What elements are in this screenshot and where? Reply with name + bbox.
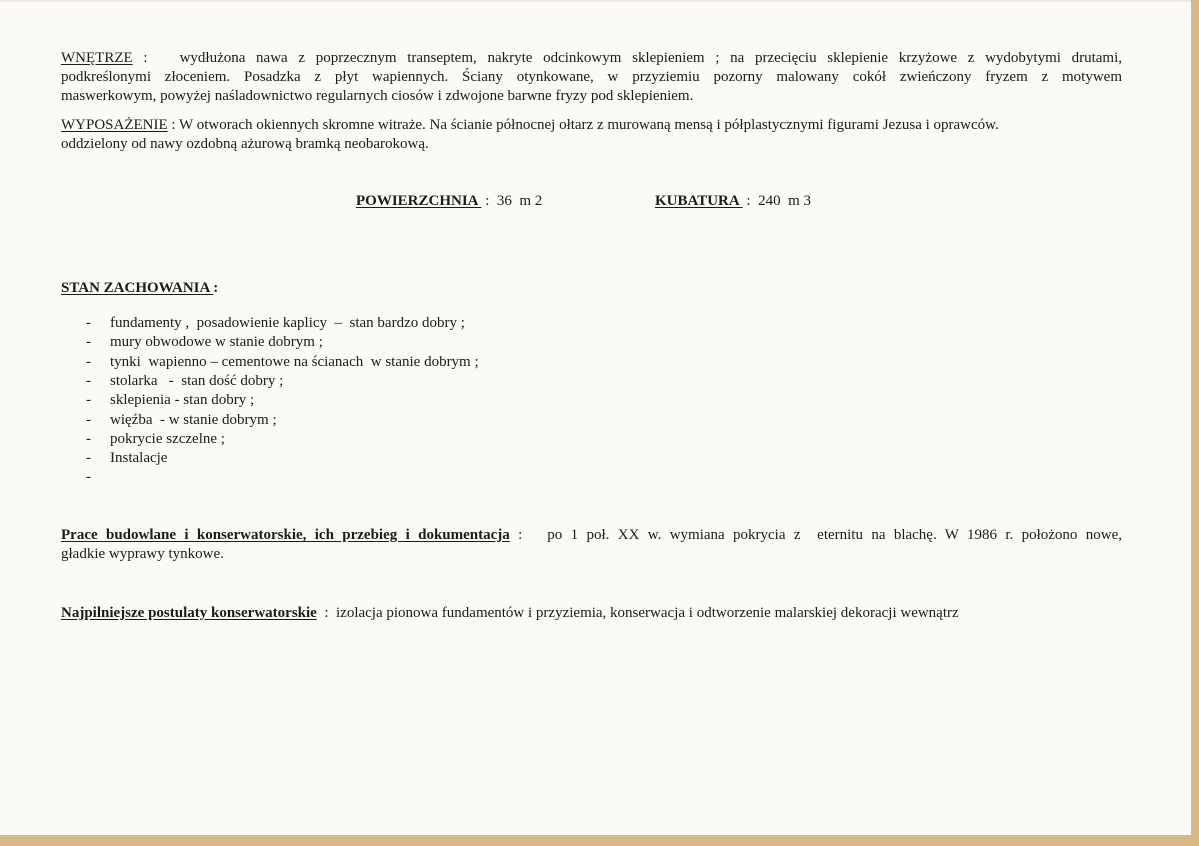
prace-label: Prace budowlane i konserwatorskie, ich przebieg i dokumentacja [61, 527, 510, 543]
list-bullet: - [86, 353, 91, 370]
stan-label: STAN ZACHOWANIA [61, 280, 214, 296]
kubatura-value: : 240 m 3 [742, 193, 811, 209]
list-item: stolarka - stan dość dobry ; [110, 372, 284, 389]
wnetrze-line-1 [61, 49, 1122, 68]
list-bullet: - [86, 392, 91, 409]
list-item: pokrycie szczelne ; [110, 430, 225, 447]
list-item: więźba - w stanie dobrym ; [110, 411, 277, 428]
postulaty-text: : izolacja pionowa fundamentów i przyziemia, konserwacja i odtworzenie malarskiej dekoracji wewnątrz [316, 605, 959, 621]
list-item: mury obwodowe w stanie dobrym ; [110, 334, 323, 351]
powierzchnia-value: : 36 m 2 [481, 193, 543, 209]
list-bullet: - [86, 372, 91, 389]
list-bullet: - [86, 430, 91, 447]
scan-edge [0, 0, 1191, 3]
list-item: sklepienia - stan dobry ; [110, 392, 255, 409]
wnetrze-text: wydłużona nawa z poprzecznym transeptem, nakryte odcinkowym sklepieniem ; na przecięciu sklepienie krzyżowe z wydobytymi drutami, [179, 50, 1123, 66]
postulaty-line [61, 604, 1122, 623]
prace-line-1 [61, 526, 1122, 545]
list-bullet: - [86, 334, 91, 351]
list-item: fundamenty , posadowienie kaplicy – stan bardzo dobry ; [110, 315, 465, 331]
wyposazenie-label: WYPOSAŻENIE [61, 117, 168, 133]
prace-line-2: gładkie wyprawy tynkowe. [61, 546, 224, 562]
list-bullet: - [86, 315, 91, 331]
wnetrze-line-2: podkreślonymi złoceniem. Posadzka z płyt wapiennych. Ściany otynkowane, w przyziemiu pozorny malowany cokół zwieńczony fryzem z motywem [61, 69, 1122, 85]
list-bullet: - [86, 469, 91, 486]
separator: : [132, 50, 180, 66]
stan-colon: : [213, 280, 219, 296]
powierzchnia [356, 192, 542, 211]
list-bullet: - [86, 450, 91, 467]
list-item: Instalacje [110, 450, 168, 467]
kubatura [655, 192, 811, 211]
wyposazenie-line-1 [61, 116, 1122, 135]
list-bullet: - [86, 411, 91, 428]
wnetrze-line-3: maswerkowym, powyżej naśladownictwo regularnych ciosów i zdwojone barwne fryzy pod sklepieniem. [61, 88, 694, 104]
wnetrze-label: WNĘTRZE [61, 50, 133, 66]
wyposazenie-line-2: oddzielony od nawy ozdobną ażurową bramką neobarokową. [61, 136, 429, 152]
wyposazenie-text: : W otworach okiennych skromne witraże. Na ścianie północnej ołtarz z murowaną mensą i półplastycznymi figurami Jezusa i oprawców. [167, 117, 999, 133]
powierzchnia-label: POWIERZCHNIA [356, 193, 482, 209]
prace-text: : po 1 poł. XX w. wymiana pokrycia z eternitu na blachę. W 1986 r. położono nowe, [509, 527, 1123, 543]
postulaty-label: Najpilniejsze postulaty konserwatorskie [61, 605, 317, 621]
list-item: tynki wapienno – cementowe na ścianach w stanie dobrym ; [110, 353, 479, 370]
kubatura-label: KUBATURA [655, 193, 743, 209]
stan-heading [61, 279, 218, 298]
